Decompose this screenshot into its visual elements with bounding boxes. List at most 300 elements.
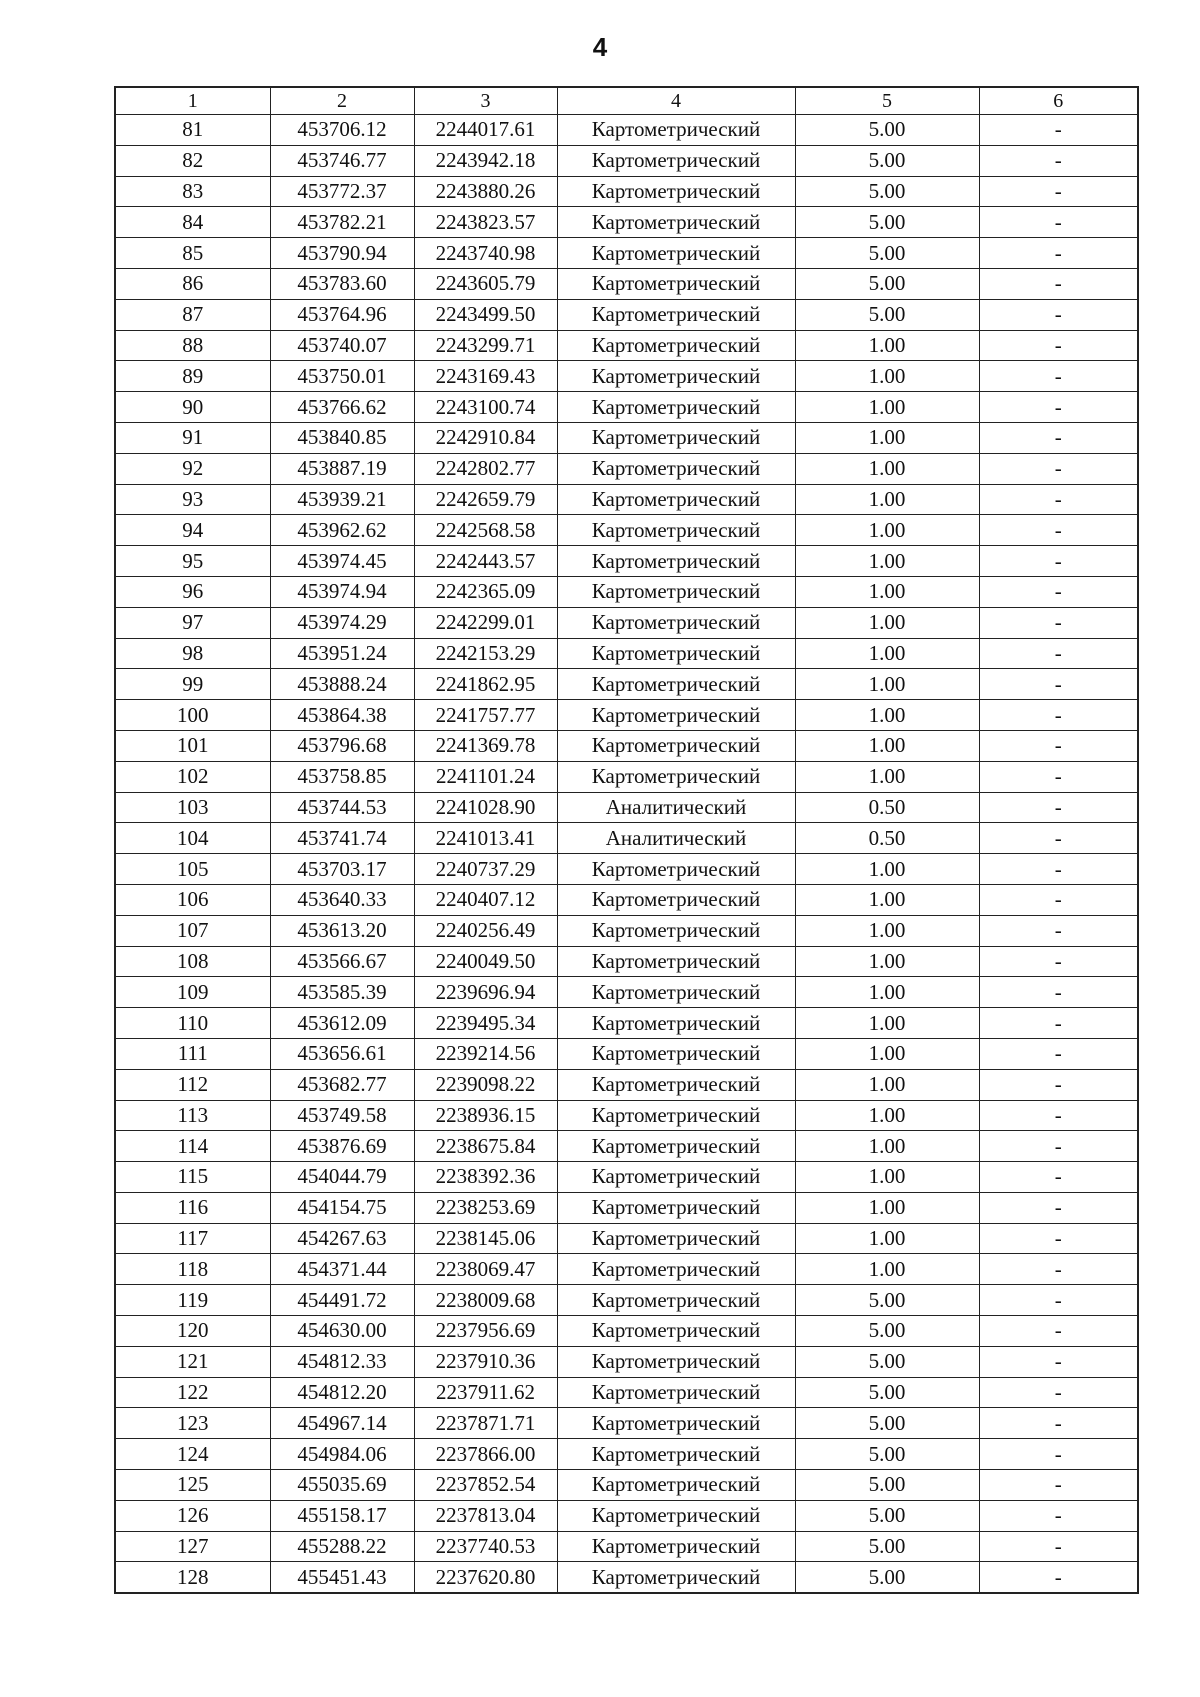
accuracy-cell: 5.00 xyxy=(795,1377,979,1408)
table-row xyxy=(115,515,1138,546)
point-number-cell: 83 xyxy=(115,176,270,207)
description-cell: - xyxy=(979,1223,1138,1254)
point-number-cell: 114 xyxy=(115,1131,270,1162)
table-row xyxy=(115,1100,1138,1131)
point-number-cell: 126 xyxy=(115,1500,270,1531)
description-cell: - xyxy=(979,268,1138,299)
point-number-cell: 95 xyxy=(115,546,270,577)
point-number-cell: 105 xyxy=(115,854,270,885)
accuracy-cell: 1.00 xyxy=(795,669,979,700)
table-row xyxy=(115,576,1138,607)
x-coordinate-cell: 453740.07 xyxy=(270,330,414,361)
table-row xyxy=(115,638,1138,669)
method-cell: Картометрический xyxy=(557,1500,795,1531)
table-row xyxy=(115,1162,1138,1193)
table-header xyxy=(115,87,1138,115)
table-row xyxy=(115,238,1138,269)
method-cell: Картометрический xyxy=(557,484,795,515)
method-cell: Картометрический xyxy=(557,1131,795,1162)
x-coordinate-cell: 453887.19 xyxy=(270,453,414,484)
point-number-cell: 124 xyxy=(115,1439,270,1470)
x-coordinate-cell: 453864.38 xyxy=(270,700,414,731)
description-cell: - xyxy=(979,1254,1138,1285)
method-cell: Картометрический xyxy=(557,1008,795,1039)
point-number-cell: 89 xyxy=(115,361,270,392)
method-cell: Картометрический xyxy=(557,1192,795,1223)
point-number-cell: 125 xyxy=(115,1470,270,1501)
accuracy-cell: 1.00 xyxy=(795,884,979,915)
table-row xyxy=(115,1316,1138,1347)
description-cell: - xyxy=(979,176,1138,207)
y-coordinate-cell: 2241013.41 xyxy=(414,823,557,854)
description-cell: - xyxy=(979,1162,1138,1193)
method-cell: Картометрический xyxy=(557,115,795,146)
x-coordinate-cell: 453744.53 xyxy=(270,792,414,823)
method-cell: Картометрический xyxy=(557,1254,795,1285)
accuracy-cell: 5.00 xyxy=(795,1531,979,1562)
table-row xyxy=(115,1008,1138,1039)
accuracy-cell: 0.50 xyxy=(795,823,979,854)
method-cell: Картометрический xyxy=(557,176,795,207)
accuracy-cell: 5.00 xyxy=(795,1439,979,1470)
description-cell: - xyxy=(979,361,1138,392)
accuracy-cell: 1.00 xyxy=(795,638,979,669)
point-number-cell: 108 xyxy=(115,946,270,977)
description-cell: - xyxy=(979,1008,1138,1039)
y-coordinate-cell: 2239214.56 xyxy=(414,1038,557,1069)
description-cell: - xyxy=(979,669,1138,700)
point-number-cell: 115 xyxy=(115,1162,270,1193)
y-coordinate-cell: 2237911.62 xyxy=(414,1377,557,1408)
point-number-cell: 100 xyxy=(115,700,270,731)
y-coordinate-cell: 2243880.26 xyxy=(414,176,557,207)
description-cell: - xyxy=(979,299,1138,330)
description-cell: - xyxy=(979,946,1138,977)
accuracy-cell: 5.00 xyxy=(795,1500,979,1531)
point-number-cell: 104 xyxy=(115,823,270,854)
y-coordinate-cell: 2240256.49 xyxy=(414,915,557,946)
table-row xyxy=(115,145,1138,176)
y-coordinate-cell: 2242153.29 xyxy=(414,638,557,669)
y-coordinate-cell: 2242910.84 xyxy=(414,422,557,453)
table-row xyxy=(115,854,1138,885)
table-row xyxy=(115,607,1138,638)
table-row xyxy=(115,669,1138,700)
y-coordinate-cell: 2242802.77 xyxy=(414,453,557,484)
y-coordinate-cell: 2238675.84 xyxy=(414,1131,557,1162)
accuracy-cell: 5.00 xyxy=(795,115,979,146)
x-coordinate-cell: 454154.75 xyxy=(270,1192,414,1223)
table-row xyxy=(115,761,1138,792)
point-number-cell: 112 xyxy=(115,1069,270,1100)
description-cell: - xyxy=(979,1531,1138,1562)
method-cell: Картометрический xyxy=(557,1100,795,1131)
method-cell: Картометрический xyxy=(557,669,795,700)
table-row xyxy=(115,730,1138,761)
point-number-cell: 85 xyxy=(115,238,270,269)
table-row xyxy=(115,1069,1138,1100)
y-coordinate-cell: 2241101.24 xyxy=(414,761,557,792)
column-header: 5 xyxy=(795,87,979,115)
x-coordinate-cell: 453749.58 xyxy=(270,1100,414,1131)
table-row xyxy=(115,361,1138,392)
y-coordinate-cell: 2240737.29 xyxy=(414,854,557,885)
method-cell: Картометрический xyxy=(557,1439,795,1470)
x-coordinate-cell: 453974.29 xyxy=(270,607,414,638)
accuracy-cell: 1.00 xyxy=(795,1223,979,1254)
x-coordinate-cell: 453656.61 xyxy=(270,1038,414,1069)
method-cell: Картометрический xyxy=(557,422,795,453)
x-coordinate-cell: 453790.94 xyxy=(270,238,414,269)
accuracy-cell: 1.00 xyxy=(795,330,979,361)
accuracy-cell: 5.00 xyxy=(795,299,979,330)
y-coordinate-cell: 2237620.80 xyxy=(414,1562,557,1593)
y-coordinate-cell: 2242659.79 xyxy=(414,484,557,515)
accuracy-cell: 1.00 xyxy=(795,915,979,946)
point-number-cell: 106 xyxy=(115,884,270,915)
description-cell: - xyxy=(979,1408,1138,1439)
x-coordinate-cell: 453962.62 xyxy=(270,515,414,546)
description-cell: - xyxy=(979,1285,1138,1316)
y-coordinate-cell: 2243942.18 xyxy=(414,145,557,176)
x-coordinate-cell: 453741.74 xyxy=(270,823,414,854)
x-coordinate-cell: 453951.24 xyxy=(270,638,414,669)
description-cell: - xyxy=(979,1069,1138,1100)
y-coordinate-cell: 2243100.74 xyxy=(414,392,557,423)
x-coordinate-cell: 453613.20 xyxy=(270,915,414,946)
y-coordinate-cell: 2239696.94 xyxy=(414,977,557,1008)
table-row xyxy=(115,1439,1138,1470)
method-cell: Картометрический xyxy=(557,546,795,577)
method-cell: Картометрический xyxy=(557,515,795,546)
accuracy-cell: 1.00 xyxy=(795,1254,979,1285)
x-coordinate-cell: 455451.43 xyxy=(270,1562,414,1593)
accuracy-cell: 5.00 xyxy=(795,1470,979,1501)
method-cell: Картометрический xyxy=(557,638,795,669)
accuracy-cell: 1.00 xyxy=(795,1192,979,1223)
point-number-cell: 93 xyxy=(115,484,270,515)
y-coordinate-cell: 2243823.57 xyxy=(414,207,557,238)
description-cell: - xyxy=(979,1346,1138,1377)
accuracy-cell: 1.00 xyxy=(795,700,979,731)
method-cell: Картометрический xyxy=(557,268,795,299)
description-cell: - xyxy=(979,422,1138,453)
table-row xyxy=(115,1285,1138,1316)
table-row xyxy=(115,1470,1138,1501)
x-coordinate-cell: 453876.69 xyxy=(270,1131,414,1162)
y-coordinate-cell: 2237740.53 xyxy=(414,1531,557,1562)
column-header: 2 xyxy=(270,87,414,115)
point-number-cell: 117 xyxy=(115,1223,270,1254)
method-cell: Картометрический xyxy=(557,207,795,238)
table-row xyxy=(115,823,1138,854)
accuracy-cell: 0.50 xyxy=(795,792,979,823)
table-row xyxy=(115,1254,1138,1285)
y-coordinate-cell: 2238253.69 xyxy=(414,1192,557,1223)
method-cell: Картометрический xyxy=(557,700,795,731)
description-cell: - xyxy=(979,115,1138,146)
table-row xyxy=(115,268,1138,299)
table-row xyxy=(115,330,1138,361)
description-cell: - xyxy=(979,207,1138,238)
point-number-cell: 86 xyxy=(115,268,270,299)
y-coordinate-cell: 2243299.71 xyxy=(414,330,557,361)
x-coordinate-cell: 453888.24 xyxy=(270,669,414,700)
table-row xyxy=(115,1346,1138,1377)
y-coordinate-cell: 2237871.71 xyxy=(414,1408,557,1439)
table-body xyxy=(115,115,1138,1594)
description-cell: - xyxy=(979,884,1138,915)
point-number-cell: 97 xyxy=(115,607,270,638)
method-cell: Картометрический xyxy=(557,392,795,423)
table-row xyxy=(115,484,1138,515)
y-coordinate-cell: 2238392.36 xyxy=(414,1162,557,1193)
table-row xyxy=(115,1562,1138,1593)
x-coordinate-cell: 453706.12 xyxy=(270,115,414,146)
y-coordinate-cell: 2240407.12 xyxy=(414,884,557,915)
x-coordinate-cell: 453840.85 xyxy=(270,422,414,453)
method-cell: Картометрический xyxy=(557,453,795,484)
point-number-cell: 116 xyxy=(115,1192,270,1223)
x-coordinate-cell: 454491.72 xyxy=(270,1285,414,1316)
x-coordinate-cell: 453764.96 xyxy=(270,299,414,330)
y-coordinate-cell: 2242568.58 xyxy=(414,515,557,546)
description-cell: - xyxy=(979,730,1138,761)
table-row xyxy=(115,546,1138,577)
method-cell: Картометрический xyxy=(557,761,795,792)
x-coordinate-cell: 453974.94 xyxy=(270,576,414,607)
y-coordinate-cell: 2237813.04 xyxy=(414,1500,557,1531)
accuracy-cell: 5.00 xyxy=(795,1316,979,1347)
y-coordinate-cell: 2242443.57 xyxy=(414,546,557,577)
method-cell: Картометрический xyxy=(557,1223,795,1254)
accuracy-cell: 1.00 xyxy=(795,361,979,392)
accuracy-cell: 1.00 xyxy=(795,854,979,885)
x-coordinate-cell: 454812.20 xyxy=(270,1377,414,1408)
description-cell: - xyxy=(979,700,1138,731)
table-row xyxy=(115,1192,1138,1223)
x-coordinate-cell: 454371.44 xyxy=(270,1254,414,1285)
accuracy-cell: 1.00 xyxy=(795,546,979,577)
accuracy-cell: 5.00 xyxy=(795,1346,979,1377)
description-cell: - xyxy=(979,1038,1138,1069)
x-coordinate-cell: 453782.21 xyxy=(270,207,414,238)
accuracy-cell: 5.00 xyxy=(795,1408,979,1439)
point-number-cell: 98 xyxy=(115,638,270,669)
point-number-cell: 99 xyxy=(115,669,270,700)
y-coordinate-cell: 2238009.68 xyxy=(414,1285,557,1316)
method-cell: Картометрический xyxy=(557,1285,795,1316)
description-cell: - xyxy=(979,145,1138,176)
table-row xyxy=(115,115,1138,146)
accuracy-cell: 1.00 xyxy=(795,453,979,484)
point-number-cell: 90 xyxy=(115,392,270,423)
point-number-cell: 81 xyxy=(115,115,270,146)
x-coordinate-cell: 455288.22 xyxy=(270,1531,414,1562)
point-number-cell: 111 xyxy=(115,1038,270,1069)
y-coordinate-cell: 2242365.09 xyxy=(414,576,557,607)
accuracy-cell: 1.00 xyxy=(795,576,979,607)
accuracy-cell: 1.00 xyxy=(795,1100,979,1131)
column-header: 4 xyxy=(557,87,795,115)
y-coordinate-cell: 2243740.98 xyxy=(414,238,557,269)
method-cell: Картометрический xyxy=(557,1531,795,1562)
y-coordinate-cell: 2238936.15 xyxy=(414,1100,557,1131)
accuracy-cell: 5.00 xyxy=(795,1285,979,1316)
accuracy-cell: 5.00 xyxy=(795,176,979,207)
method-cell: Картометрический xyxy=(557,1470,795,1501)
table-row xyxy=(115,792,1138,823)
method-cell: Картометрический xyxy=(557,1069,795,1100)
point-number-cell: 118 xyxy=(115,1254,270,1285)
point-number-cell: 84 xyxy=(115,207,270,238)
accuracy-cell: 1.00 xyxy=(795,761,979,792)
table-row xyxy=(115,1223,1138,1254)
y-coordinate-cell: 2240049.50 xyxy=(414,946,557,977)
accuracy-cell: 1.00 xyxy=(795,1162,979,1193)
method-cell: Картометрический xyxy=(557,730,795,761)
point-number-cell: 119 xyxy=(115,1285,270,1316)
description-cell: - xyxy=(979,1470,1138,1501)
accuracy-cell: 1.00 xyxy=(795,515,979,546)
accuracy-cell: 5.00 xyxy=(795,207,979,238)
table-row xyxy=(115,915,1138,946)
table-row xyxy=(115,1131,1138,1162)
description-cell: - xyxy=(979,515,1138,546)
description-cell: - xyxy=(979,915,1138,946)
coordinates-table xyxy=(114,86,1139,1594)
accuracy-cell: 5.00 xyxy=(795,145,979,176)
x-coordinate-cell: 453612.09 xyxy=(270,1008,414,1039)
description-cell: - xyxy=(979,238,1138,269)
point-number-cell: 128 xyxy=(115,1562,270,1593)
y-coordinate-cell: 2237852.54 xyxy=(414,1470,557,1501)
accuracy-cell: 5.00 xyxy=(795,1562,979,1593)
x-coordinate-cell: 453703.17 xyxy=(270,854,414,885)
description-cell: - xyxy=(979,792,1138,823)
description-cell: - xyxy=(979,1439,1138,1470)
point-number-cell: 127 xyxy=(115,1531,270,1562)
y-coordinate-cell: 2244017.61 xyxy=(414,115,557,146)
x-coordinate-cell: 453640.33 xyxy=(270,884,414,915)
point-number-cell: 113 xyxy=(115,1100,270,1131)
x-coordinate-cell: 454984.06 xyxy=(270,1439,414,1470)
y-coordinate-cell: 2239098.22 xyxy=(414,1069,557,1100)
y-coordinate-cell: 2238069.47 xyxy=(414,1254,557,1285)
x-coordinate-cell: 453974.45 xyxy=(270,546,414,577)
description-cell: - xyxy=(979,854,1138,885)
accuracy-cell: 1.00 xyxy=(795,484,979,515)
x-coordinate-cell: 454267.63 xyxy=(270,1223,414,1254)
point-number-cell: 91 xyxy=(115,422,270,453)
description-cell: - xyxy=(979,1500,1138,1531)
method-cell: Картометрический xyxy=(557,576,795,607)
description-cell: - xyxy=(979,576,1138,607)
description-cell: - xyxy=(979,607,1138,638)
method-cell: Картометрический xyxy=(557,1162,795,1193)
accuracy-cell: 1.00 xyxy=(795,1131,979,1162)
point-number-cell: 94 xyxy=(115,515,270,546)
x-coordinate-cell: 454044.79 xyxy=(270,1162,414,1193)
accuracy-cell: 1.00 xyxy=(795,422,979,453)
table-row xyxy=(115,884,1138,915)
table-row xyxy=(115,977,1138,1008)
y-coordinate-cell: 2239495.34 xyxy=(414,1008,557,1039)
x-coordinate-cell: 453746.77 xyxy=(270,145,414,176)
table-row xyxy=(115,422,1138,453)
method-cell: Картометрический xyxy=(557,145,795,176)
table-row xyxy=(115,299,1138,330)
x-coordinate-cell: 453766.62 xyxy=(270,392,414,423)
x-coordinate-cell: 453772.37 xyxy=(270,176,414,207)
description-cell: - xyxy=(979,1192,1138,1223)
x-coordinate-cell: 453682.77 xyxy=(270,1069,414,1100)
accuracy-cell: 1.00 xyxy=(795,946,979,977)
method-cell: Картометрический xyxy=(557,1562,795,1593)
y-coordinate-cell: 2242299.01 xyxy=(414,607,557,638)
description-cell: - xyxy=(979,392,1138,423)
accuracy-cell: 5.00 xyxy=(795,268,979,299)
x-coordinate-cell: 454630.00 xyxy=(270,1316,414,1347)
description-cell: - xyxy=(979,638,1138,669)
x-coordinate-cell: 455035.69 xyxy=(270,1470,414,1501)
table-row xyxy=(115,176,1138,207)
x-coordinate-cell: 453758.85 xyxy=(270,761,414,792)
method-cell: Картометрический xyxy=(557,915,795,946)
table-row xyxy=(115,700,1138,731)
description-cell: - xyxy=(979,1100,1138,1131)
point-number-cell: 109 xyxy=(115,977,270,1008)
table-row xyxy=(115,1377,1138,1408)
y-coordinate-cell: 2238145.06 xyxy=(414,1223,557,1254)
point-number-cell: 92 xyxy=(115,453,270,484)
method-cell: Картометрический xyxy=(557,607,795,638)
accuracy-cell: 1.00 xyxy=(795,1038,979,1069)
description-cell: - xyxy=(979,823,1138,854)
y-coordinate-cell: 2237956.69 xyxy=(414,1316,557,1347)
point-number-cell: 121 xyxy=(115,1346,270,1377)
description-cell: - xyxy=(979,1377,1138,1408)
accuracy-cell: 1.00 xyxy=(795,392,979,423)
accuracy-cell: 1.00 xyxy=(795,1008,979,1039)
method-cell: Картометрический xyxy=(557,299,795,330)
table-row xyxy=(115,946,1138,977)
x-coordinate-cell: 455158.17 xyxy=(270,1500,414,1531)
table-row xyxy=(115,1531,1138,1562)
method-cell: Картометрический xyxy=(557,854,795,885)
description-cell: - xyxy=(979,761,1138,792)
method-cell: Картометрический xyxy=(557,330,795,361)
description-cell: - xyxy=(979,1316,1138,1347)
point-number-cell: 101 xyxy=(115,730,270,761)
x-coordinate-cell: 454967.14 xyxy=(270,1408,414,1439)
point-number-cell: 110 xyxy=(115,1008,270,1039)
method-cell: Картометрический xyxy=(557,361,795,392)
point-number-cell: 96 xyxy=(115,576,270,607)
table-row xyxy=(115,392,1138,423)
table-row xyxy=(115,453,1138,484)
x-coordinate-cell: 453796.68 xyxy=(270,730,414,761)
point-number-cell: 102 xyxy=(115,761,270,792)
method-cell: Картометрический xyxy=(557,977,795,1008)
point-number-cell: 120 xyxy=(115,1316,270,1347)
column-header: 3 xyxy=(414,87,557,115)
method-cell: Картометрический xyxy=(557,1377,795,1408)
accuracy-cell: 5.00 xyxy=(795,238,979,269)
page-number: 4 xyxy=(592,32,608,62)
method-cell: Картометрический xyxy=(557,884,795,915)
y-coordinate-cell: 2241862.95 xyxy=(414,669,557,700)
